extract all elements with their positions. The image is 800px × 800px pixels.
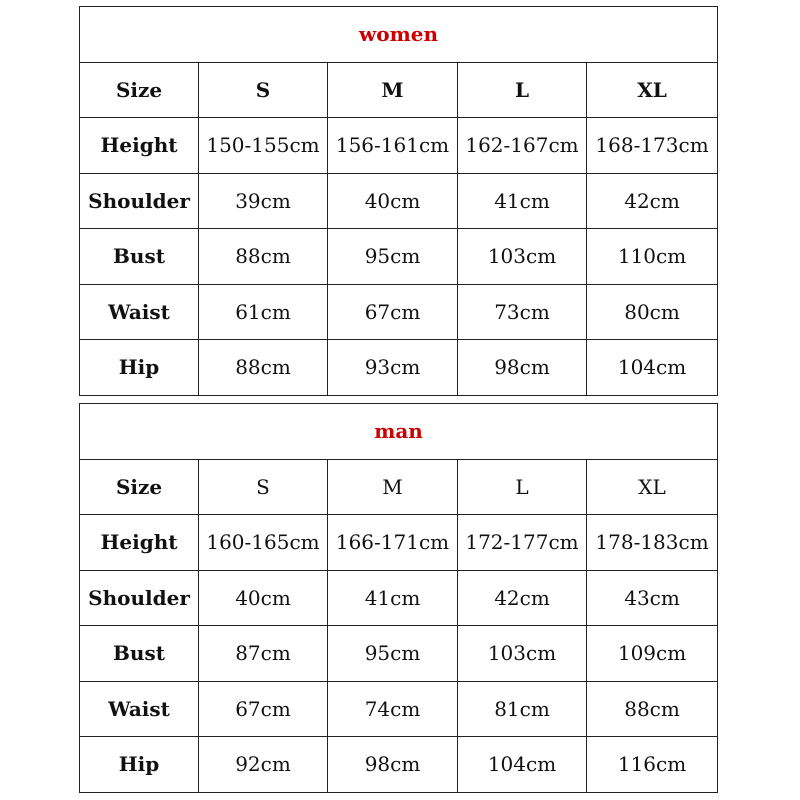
table-row: [80, 118, 718, 174]
measurement-value: 88cm: [587, 681, 718, 737]
measurement-value: 92cm: [199, 737, 328, 793]
measurement-value: 40cm: [199, 570, 328, 626]
man-table-title: man: [80, 404, 718, 460]
measurement-value: 95cm: [328, 229, 458, 285]
measurement-value: 39cm: [199, 173, 328, 229]
measurement-value: 81cm: [458, 681, 587, 737]
measurement-value: 93cm: [328, 340, 458, 396]
table-row: [80, 515, 718, 571]
measurement-value: 42cm: [587, 173, 718, 229]
measurement-label: Height: [80, 515, 199, 571]
measurement-value: 178-183cm: [587, 515, 718, 571]
measurement-label: Hip: [80, 737, 199, 793]
measurement-value: 87cm: [199, 626, 328, 682]
measurement-value: 156-161cm: [328, 118, 458, 174]
size-header-cell: M: [328, 459, 458, 515]
measurement-value: 61cm: [199, 284, 328, 340]
size-header-cell: XL: [587, 62, 718, 118]
man-size-table: [79, 403, 718, 793]
measurement-value: 41cm: [458, 173, 587, 229]
table-row: [80, 284, 718, 340]
measurement-value: 98cm: [458, 340, 587, 396]
measurement-value: 41cm: [328, 570, 458, 626]
measurement-label: Hip: [80, 340, 199, 396]
women-table-title: women: [80, 7, 718, 63]
man-table-body: [80, 404, 718, 793]
measurement-value: 150-155cm: [199, 118, 328, 174]
measurement-value: 104cm: [587, 340, 718, 396]
women-size-table: [79, 6, 718, 396]
measurement-value: 43cm: [587, 570, 718, 626]
measurement-label: Waist: [80, 284, 199, 340]
measurement-value: 88cm: [199, 340, 328, 396]
women-title-row: [80, 7, 718, 63]
table-row: [80, 340, 718, 396]
table-row: [80, 570, 718, 626]
table-row: [80, 681, 718, 737]
measurement-value: 116cm: [587, 737, 718, 793]
measurement-value: 104cm: [458, 737, 587, 793]
measurement-value: 73cm: [458, 284, 587, 340]
measurement-value: 109cm: [587, 626, 718, 682]
measurement-value: 67cm: [328, 284, 458, 340]
measurement-label: Waist: [80, 681, 199, 737]
measurement-label: Bust: [80, 229, 199, 285]
size-header-cell: L: [458, 62, 587, 118]
measurement-label: Height: [80, 118, 199, 174]
man-header-row: [80, 459, 718, 515]
size-header-cell: S: [199, 459, 328, 515]
measurement-label: Shoulder: [80, 570, 199, 626]
size-label: Size: [80, 459, 199, 515]
size-header-cell: M: [328, 62, 458, 118]
measurement-label: Bust: [80, 626, 199, 682]
measurement-value: 103cm: [458, 229, 587, 285]
measurement-value: 168-173cm: [587, 118, 718, 174]
measurement-value: 103cm: [458, 626, 587, 682]
measurement-label: Shoulder: [80, 173, 199, 229]
measurement-value: 95cm: [328, 626, 458, 682]
women-header-row: [80, 62, 718, 118]
measurement-value: 166-171cm: [328, 515, 458, 571]
man-title-row: [80, 404, 718, 460]
measurement-value: 162-167cm: [458, 118, 587, 174]
size-label: Size: [80, 62, 199, 118]
measurement-value: 88cm: [199, 229, 328, 285]
measurement-value: 80cm: [587, 284, 718, 340]
measurement-value: 42cm: [458, 570, 587, 626]
table-row: [80, 229, 718, 285]
measurement-value: 160-165cm: [199, 515, 328, 571]
measurement-value: 74cm: [328, 681, 458, 737]
women-table-body: [80, 7, 718, 396]
size-header-cell: L: [458, 459, 587, 515]
measurement-value: 67cm: [199, 681, 328, 737]
size-header-cell: XL: [587, 459, 718, 515]
measurement-value: 172-177cm: [458, 515, 587, 571]
measurement-value: 110cm: [587, 229, 718, 285]
table-row: [80, 737, 718, 793]
table-row: [80, 626, 718, 682]
size-header-cell: S: [199, 62, 328, 118]
table-row: [80, 173, 718, 229]
measurement-value: 98cm: [328, 737, 458, 793]
measurement-value: 40cm: [328, 173, 458, 229]
